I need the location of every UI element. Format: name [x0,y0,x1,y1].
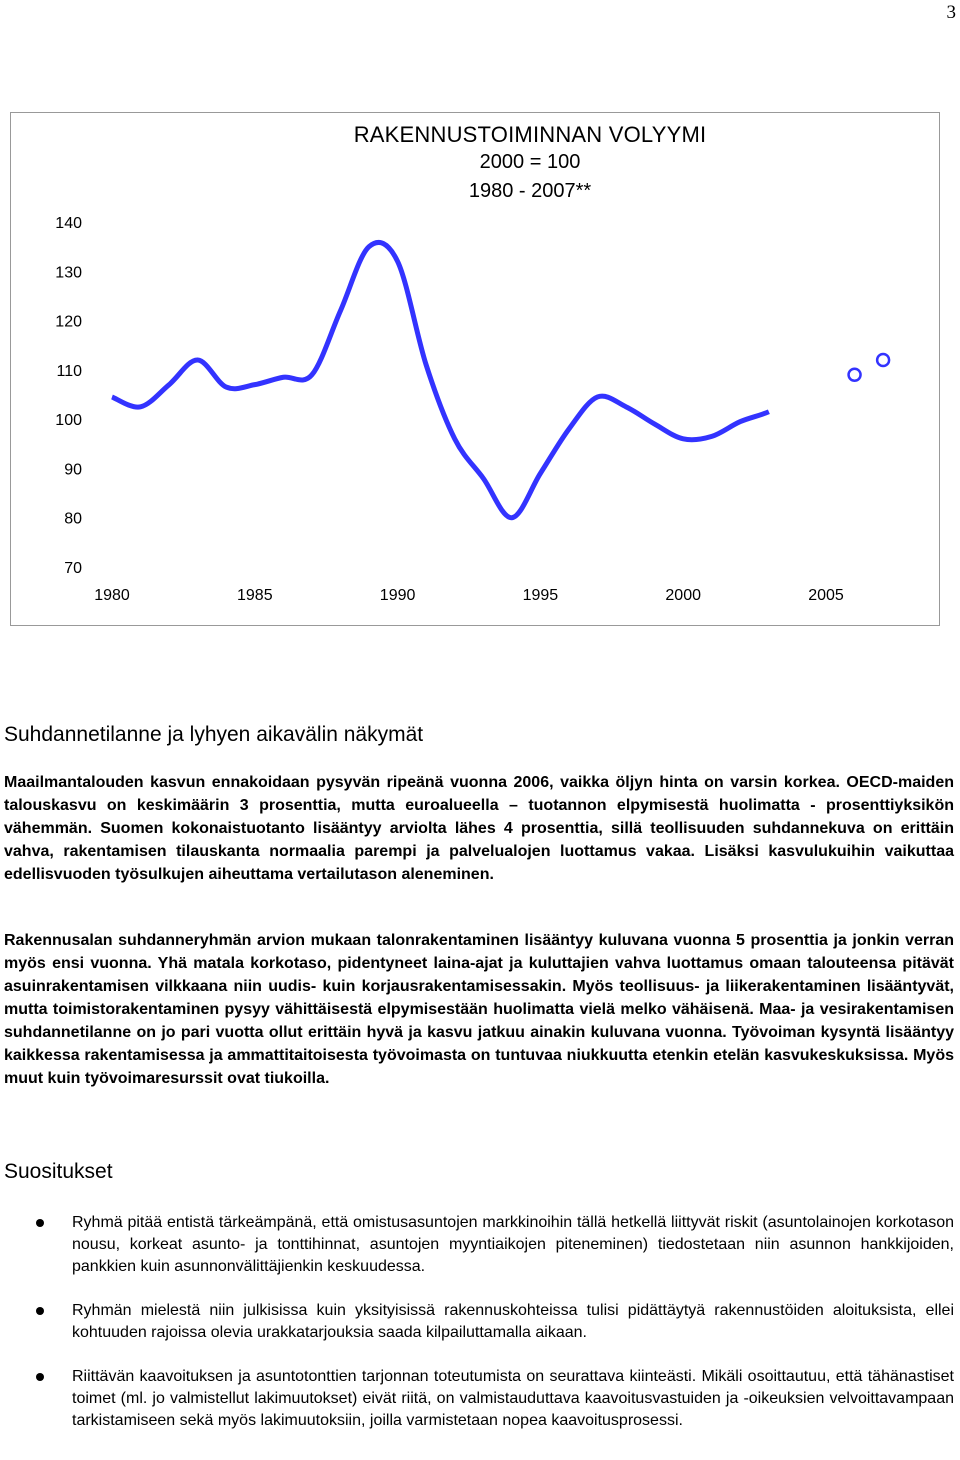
y-tick-label: 130 [55,264,82,282]
recommendation-list [4,1212,954,1454]
forecast-point [877,354,889,366]
volume-series-line [112,242,769,517]
y-tick-label: 100 [55,412,82,430]
y-tick-label: 90 [64,461,82,479]
x-tick-label: 1995 [522,587,559,604]
list-item-text: Riittävän kaavoituksen ja asuntotonttien tarjonnan toteutumista on seurattava kiinteästi. Mikäli osoittautuu, että tähänastiset toimet (ml. jo valmistellut lakimuutokset) eivät riitä, on valmistauduttava kaavoitusvastuiden ja -oikeuksien velvoittavampaan tarkistamiseen sekä myös lakimuutoksiin, joilla varmistetaan nopea kaavoitusprosessi. [72,1368,954,1429]
paragraph-construction [4,929,954,1090]
y-tick-label: 70 [64,560,82,577]
bullet-icon [36,1219,44,1227]
paragraph-text: Maailmantalouden kasvun ennakoidaan pysyvän ripeänä vuonna 2006, vaikka öljyn hinta on varsin korkea. OECD-maiden talouskasvu on keskimäärin 3 prosenttia, mutta euroalueella – tuotannon elpymisestä huolimatta - prosenttiyksikön vähemmän. Suomen kokonaistuotanto lisääntyy arviolta lähes 4 prosenttia, sillä teollisuuden suhdannekuva on erittäin vahva, rakentamisen tilauskanta normaalia parempi ja palvelualojen luottamus vakaa. Lisäksi kasvulukuihin vaikuttaa edellisvuoden työsulkujen aiheuttama vertailutason aleneminen. [4,774,954,883]
chart-title: RAKENNUSTOIMINNAN VOLYYMI [353,122,707,147]
chart-subtitle-period: 1980 - 2007** [468,180,592,202]
y-tick-label: 110 [56,362,82,380]
x-tick-label: 1985 [237,587,273,604]
x-axis-ticks [94,587,844,604]
chart-subtitle-base: 2000 = 100 [479,151,581,173]
y-tick-label: 80 [64,510,82,528]
list-item-text: Ryhmä pitää entistä tärkeämpänä, että omistusasuntojen markkinoihin tällä hetkellä liittyvät riskit (asuntolainojen korkotason nousu, korkeat asunto- ja tonttihinnat, asuntojen myyntiaikojen piteneminen) tiedostetaan niin asunnon hankkijoiden, pankkien kuin asunnonvälittäjienkin keskuudessa. [72,1214,954,1275]
y-tick-label: 120 [55,313,82,331]
paragraph-outlook [4,771,954,886]
x-tick-label: 2000 [665,587,701,604]
bullet-icon [36,1373,44,1381]
section-heading-outlook: Suhdannetilanne ja lyhyen aikavälin näkymät [4,723,424,746]
x-tick-label: 2005 [808,587,844,604]
page-number: 3 [946,2,956,23]
y-axis-ticks [55,215,82,577]
y-tick-label: 140 [55,215,82,232]
series-layer [112,242,889,517]
x-tick-label: 1980 [94,587,130,604]
list-item [4,1212,954,1278]
bullet-icon [36,1307,44,1315]
forecast-point [849,369,861,381]
list-item [4,1300,954,1344]
list-item [4,1366,954,1432]
section-heading-recommendations: Suositukset [4,1160,113,1183]
list-item-text: Ryhmän mielestä niin julkisissa kuin yksityisissä rakennuskohteissa tulisi pidättäytyä rakennustöiden aloituksista, ellei kohtuuden rajoissa olevia urakkatarjouksia saada kilpailuttamalla aikaan. [72,1302,954,1341]
x-tick-label: 1990 [379,587,416,604]
paragraph-text: Rakennusalan suhdanneryhmän arvion mukaan talonrakentaminen lisääntyy kuluvana vuonna 5 prosenttia ja jonkin verran myös ensi vuonna. Yhä matala korkotaso, pidentyneet laina-ajat ja kuluttajien vahva luottamus omaan talouteensa pitävät asuinrakentamisen vilkkaana niin uudis- kuin korjausrakentamisessakin. Myös teollisuus- ja liikerakentaminen lisääntyvät, mutta toimistorakentaminen pysyy vähittäisestä elpymisestään huolimatta vielä melko vähäisenä. Maa- ja vesirakentamisen suhdannetilanne on jo pari vuotta ollut erittäin hyvä ja kasvu jatkuu ainakin kuluvana vuonna. Työvoiman kysyntä lisääntyy kaikkessa rakentamisessa ja ammattitaitoisesta työvoimasta on tuntuvaa niukkuutta etenkin etelän kasvukeskuksissa. Myös muut kuin työvoimaresurssit ovat tiukoilla. [4,932,954,1087]
volume-line-chart [0,0,960,640]
